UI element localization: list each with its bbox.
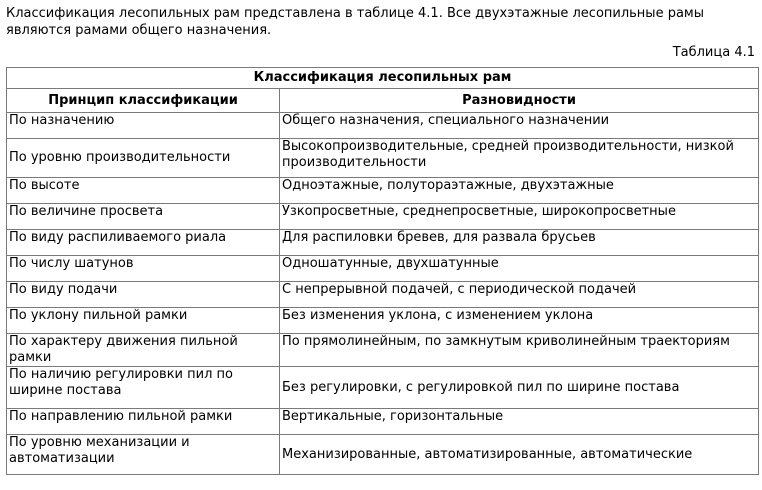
column-header-varieties: Разновидности xyxy=(280,89,759,113)
varieties-cell: Без изменения уклона, с изменением уклона xyxy=(280,308,759,334)
principle-cell: По числу шатунов xyxy=(7,256,280,282)
table-row xyxy=(7,367,759,409)
table-row xyxy=(7,308,759,334)
varieties-cell: Узкопросветные, среднепросветные, широкопросветные xyxy=(280,204,759,230)
classification-table xyxy=(6,67,759,475)
table-row xyxy=(7,139,759,178)
table-caption: Таблица 4.1 xyxy=(672,45,755,60)
table-row xyxy=(7,409,759,435)
principle-cell: По виду распиливаемого риала xyxy=(7,230,280,256)
principle-cell: По виду подачи xyxy=(7,282,280,308)
table-row xyxy=(7,204,759,230)
column-header-principle: Принцип классификации xyxy=(7,89,280,113)
varieties-cell: Одношатунные, двухшатунные xyxy=(280,256,759,282)
table-row xyxy=(7,334,759,367)
principle-cell: По направлению пильной рамки xyxy=(7,409,280,435)
principle-cell: По наличию регулировки пил по ширине постава xyxy=(7,367,280,409)
varieties-cell: Общего назначения, специального назначении xyxy=(280,113,759,139)
principle-cell: По уклону пильной рамки xyxy=(7,308,280,334)
varieties-cell: С непрерывной подачей, с периодической подачей xyxy=(280,282,759,308)
varieties-cell: Без регулировки, с регулировкой пил по ширине постава xyxy=(280,367,759,409)
table-title: Классификация лесопильных рам xyxy=(7,68,759,89)
varieties-cell: Вертикальные, горизонтальные xyxy=(280,409,759,435)
varieties-cell: Одноэтажные, полутораэтажные, двухэтажные xyxy=(280,178,759,204)
principle-cell: По уровню механизации и автоматизации xyxy=(7,435,280,475)
table-row xyxy=(7,230,759,256)
principle-cell: По назначению xyxy=(7,113,280,139)
table-row xyxy=(7,178,759,204)
table-row xyxy=(7,435,759,475)
principle-cell: По высоте xyxy=(7,178,280,204)
principle-cell: По характеру движения пильной рамки xyxy=(7,334,280,367)
table-row xyxy=(7,282,759,308)
varieties-cell: Для распиловки бревев, для развала брусьев xyxy=(280,230,759,256)
table-row xyxy=(7,113,759,139)
varieties-cell: Механизированные, автоматизированные, автоматические xyxy=(280,435,759,475)
varieties-cell: По прямолинейным, по замкнутым криволинейным траекториям xyxy=(280,334,759,367)
table-row xyxy=(7,256,759,282)
principle-cell: По величине просвета xyxy=(7,204,280,230)
principle-cell: По уровню производительности xyxy=(7,139,280,178)
intro-paragraph: Классификация лесопильных рам представлена в таблице 4.1. Все двухэтажные лесопильные рамы являются рамами общего назначения. xyxy=(6,6,704,38)
varieties-cell: Высокопроизводительные, средней производительности, низкой производительности xyxy=(280,139,759,178)
